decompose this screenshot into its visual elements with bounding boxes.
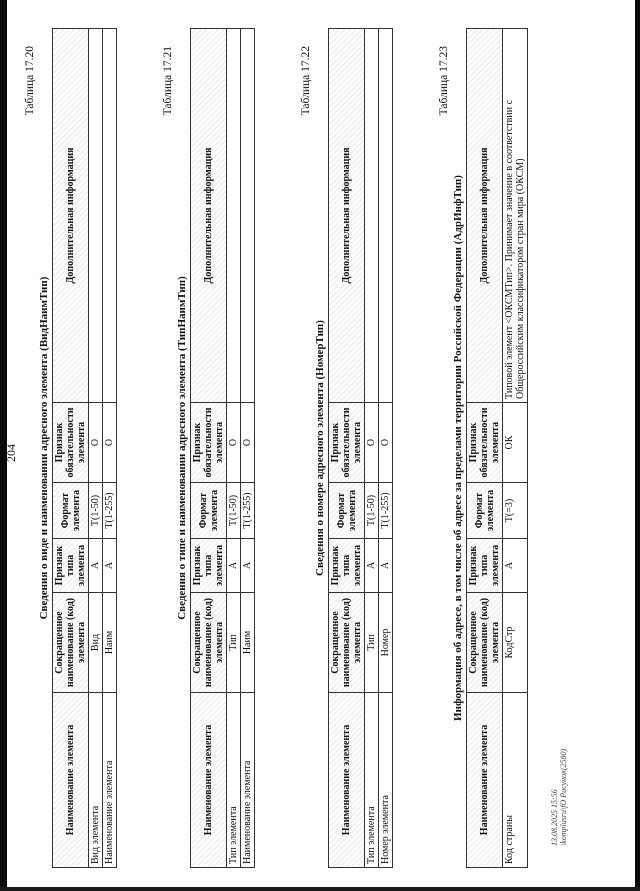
cell-required: О [379, 403, 393, 483]
data-table [190, 28, 255, 868]
cell-name: Наименование элемента [241, 693, 255, 868]
cell-format: T(1-255) [103, 483, 117, 539]
cell-format: T(1-255) [379, 483, 393, 539]
cell-extra [227, 29, 241, 403]
header-type: Признак типа элемента [329, 539, 365, 593]
cell-extra [103, 29, 117, 403]
cell-name: Код страны [503, 693, 528, 868]
header-format: Формат элемента [191, 483, 227, 539]
header-type: Признак типа элемента [467, 539, 503, 593]
header-short: Сокращенное наименование (код) элемента [329, 593, 365, 693]
cell-name: Тип элемента [365, 693, 379, 868]
cell-required: ОК [503, 403, 528, 483]
cell-format: T(1-50) [89, 483, 103, 539]
header-type: Признак типа элемента [53, 539, 89, 593]
table-caption: Информация об адресе, в том числе об адресе за пределами территории Российской Федерации (АдрИнфТип) [452, 175, 464, 721]
cell-required: О [103, 403, 117, 483]
cell-short: КодСтр [503, 593, 528, 693]
table-block-17-20 [24, 28, 117, 868]
cell-short: Номер [379, 593, 393, 693]
header-format: Формат элемента [329, 483, 365, 539]
header-required: Признак обязательности элемента [53, 403, 89, 483]
cell-short: Наим [103, 593, 117, 693]
header-extra: Дополнительная информация [329, 29, 365, 403]
header-extra: Дополнительная информация [191, 29, 227, 403]
table-number: Таблица 17.20 [24, 46, 36, 116]
cell-name: Номер элемента [379, 693, 393, 868]
cell-name: Вид элемента [89, 693, 103, 868]
footer-note-line1: 13.08.2025 15:56 [550, 789, 559, 846]
table-row [89, 29, 103, 868]
scan-edge-bottom [0, 887, 640, 891]
table-row [379, 29, 393, 868]
rotated-page [4, 10, 625, 880]
cell-short: Наим [241, 593, 255, 693]
table-number: Таблица 17.22 [300, 46, 312, 116]
cell-required: О [241, 403, 255, 483]
header-format: Формат элемента [467, 483, 503, 539]
scan-edge-right [635, 0, 640, 891]
cell-type: А [103, 539, 117, 593]
cell-format: T(1-255) [241, 483, 255, 539]
cell-type: А [227, 539, 241, 593]
cell-extra [241, 29, 255, 403]
table-block-17-21 [162, 28, 255, 868]
header-extra: Дополнительная информация [467, 29, 503, 403]
header-name: Наименование элемента [329, 693, 365, 868]
cell-type: А [379, 539, 393, 593]
cell-type: А [503, 539, 528, 593]
table-caption: Сведения о номере адресного элемента (НомерТип) [314, 320, 326, 576]
cell-format: T(1-50) [365, 483, 379, 539]
cell-required: О [365, 403, 379, 483]
header-required: Признак обязательности элемента [191, 403, 227, 483]
table-block-17-22 [300, 28, 393, 868]
cell-type: А [89, 539, 103, 593]
table-row [103, 29, 117, 868]
table-row [503, 29, 528, 868]
data-table [328, 28, 393, 868]
header-name: Наименование элемента [191, 693, 227, 868]
table-row [365, 29, 379, 868]
data-table [52, 28, 117, 868]
cell-required: О [227, 403, 241, 483]
cell-name: Наименование элемента [103, 693, 117, 868]
table-caption: Сведения о типе и наименовании адресного элемента (ТипНаимТип) [176, 276, 188, 620]
cell-type: А [365, 539, 379, 593]
table-number: Таблица 17.21 [162, 46, 174, 116]
table-row [241, 29, 255, 868]
footer-note-line2: \komplusru\fO Рисунок(2580) [559, 748, 568, 846]
cell-type: А [241, 539, 255, 593]
data-table [466, 28, 528, 868]
header-short: Сокращенное наименование (код) элемента [191, 593, 227, 693]
cell-name: Тип элемента [227, 693, 241, 868]
cell-format: T(1-50) [227, 483, 241, 539]
cell-extra [89, 29, 103, 403]
header-short: Сокращенное наименование (код) элемента [467, 593, 503, 693]
cell-short: Тип [365, 593, 379, 693]
header-name: Наименование элемента [467, 693, 503, 868]
header-extra: Дополнительная информация [53, 29, 89, 403]
cell-extra [379, 29, 393, 403]
cell-short: Тип [227, 593, 241, 693]
cell-required: О [89, 403, 103, 483]
header-required: Признак обязательности элемента [467, 403, 503, 483]
page-number: 204 [4, 444, 18, 462]
cell-format: T(=3) [503, 483, 528, 539]
header-name: Наименование элемента [53, 693, 89, 868]
header-short: Сокращенное наименование (код) элемента [53, 593, 89, 693]
table-block-17-23 [438, 28, 568, 868]
table-caption: Сведения о виде и наименовании адресного элемента (ВидНаимТип) [38, 276, 50, 620]
header-required: Признак обязательности элемента [329, 403, 365, 483]
cell-extra [365, 29, 379, 403]
cell-extra: Типовой элемент <ОКСМТип>. Принимает значение в соответствии с Общероссийским классификатором стран мира (ОКСМ) [503, 29, 528, 403]
header-type: Признак типа элемента [191, 539, 227, 593]
footer-note [550, 749, 568, 846]
header-format: Формат элемента [53, 483, 89, 539]
table-number: Таблица 17.23 [438, 46, 450, 116]
cell-short: Вид [89, 593, 103, 693]
table-row [227, 29, 241, 868]
